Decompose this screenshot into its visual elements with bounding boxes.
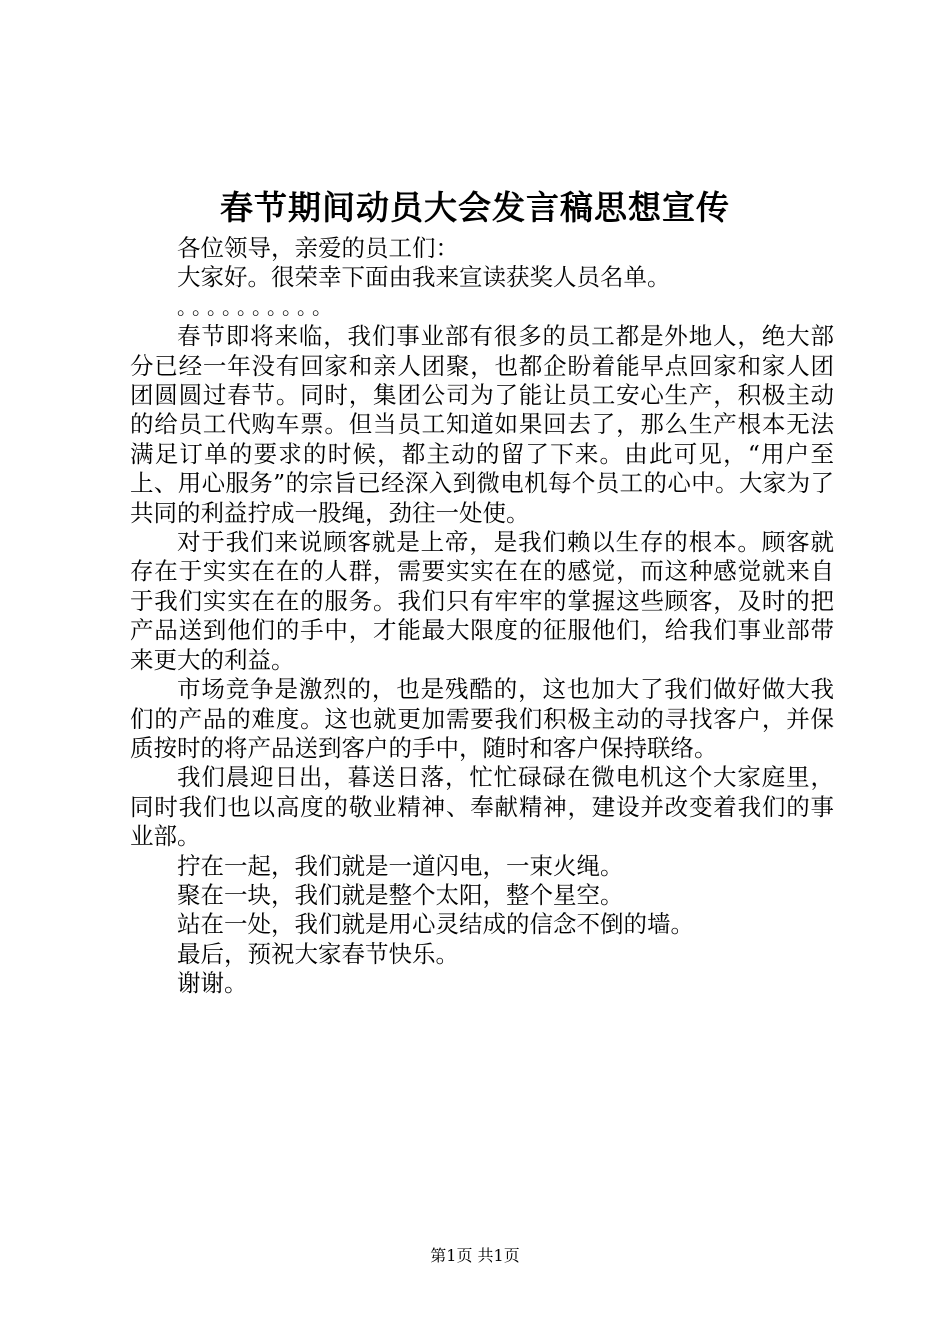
salutation-paragraph: 各位领导，亲爱的员工们： [177, 234, 459, 262]
closing-line: 拧在一起，我们就是一道闪电，一束火绳。 [177, 851, 624, 880]
body-paragraph: 对于我们来说顾客就是上帝，是我们赖以生存的根本。顾客就存在于实实在在的人群，需要实实在在的感觉，而这种感觉就来自于我们实实在在的服务。我们只有牢牢的掌握这些顾客，及时的把产品送到他们的手中，才能最大限度的征服他们，给我们事业部带来更大的利益。 [130, 528, 834, 674]
body-paragraph: 我们晨迎日出，暮送日落，忙忙碌碌在微电机这个大家庭里，同时我们也以高度的敬业精神、奉献精神，建设并改变着我们的事业部。 [130, 763, 834, 851]
document-body [130, 234, 834, 999]
greeting-paragraph: 大家好。很荣幸下面由我来宣读获奖人员名单。 [177, 263, 671, 292]
closing-line: 站在一处，我们就是用心灵结成的信念不倒的墙。 [177, 910, 694, 939]
closing-line: 最后，预祝大家春节快乐。 [177, 939, 459, 968]
document-title: 春节期间动员大会发言稿思想宣传 [220, 188, 730, 227]
body-paragraph: 春节即将来临，我们事业部有很多的员工都是外地人，绝大部分已经一年没有回家和亲人团聚，也都企盼着能早点回家和家人团团圆圆过春节。同时，集团公司为了能让员工安心生产，积极主动的给员工代购车票。但当员工知道如果回去了，那么生产根本无法满足订单的要求的时候，都主动的留了下来。由此可见，“用户至上、用心服务”的宗旨已经深入到微电机每个员工的心中。大家为了共同的利益拧成一股绳，劲往一处使。 [130, 322, 834, 527]
body-paragraph: 市场竞争是激烈的，也是残酷的，这也加大了我们做好做大我们的产品的难度。这也就更加需要我们积极主动的寻找客户，并保质按时的将产品送到客户的手中，随时和客户保持联络。 [130, 675, 834, 762]
page-number-footer: 第1页 共1页 [430, 1246, 520, 1265]
ellipsis-paragraph: 。。。。。。。。。。 [177, 294, 337, 319]
thanks-line: 谢谢。 [177, 969, 248, 998]
closing-line: 聚在一块，我们就是整个太阳，整个星空。 [177, 880, 624, 909]
